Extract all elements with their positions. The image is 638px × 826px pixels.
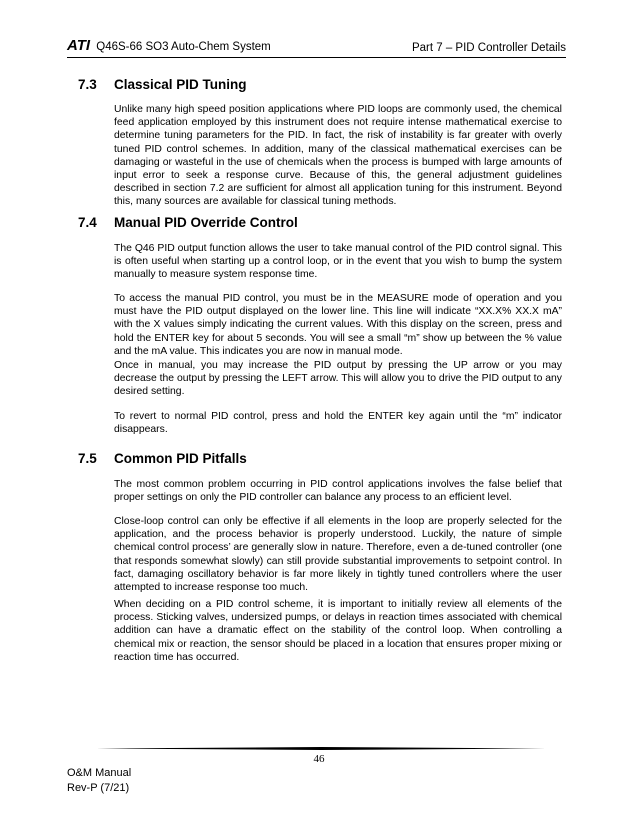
paragraph: Close-loop control can only be effective if all elements in the loop are properly selected for the application, and the process behavior is properly understood. Luckily, the nature of simple chemical control process’ are generally slow in nature. Therefore, even a de-tuned controller (one that responds somewhat slowly) can still provide substantial improvements to setpoint control. In fact, damaging oscillatory behavior is far more likely in tightly tuned controllers where the user attempted to increase response too much. — [114, 516, 562, 594]
paragraph: Once in manual, you may increase the PID output by pressing the UP arrow or you may decrease the output by pressing the LEFT arrow. This will allow you to drive the PID output to any desired setting. — [114, 360, 562, 398]
paragraph: The most common problem occurring in PID control applications involves the false belief that proper settings on only the PID controller can balance any process to an efficient level. — [114, 479, 562, 504]
section-title: Classical PID Tuning — [114, 77, 247, 92]
paragraph: The Q46 PID output function allows the user to take manual control of the PID control signal. This is often useful when starting up a control loop, or in the event that you wish to bump the system manually to measure system response time. — [114, 243, 562, 281]
section-title: Common PID Pitfalls — [114, 451, 247, 466]
paragraph: To revert to normal PID control, press and hold the ENTER key again until the “m” indicator disappears. — [114, 411, 562, 436]
section-heading-7-5 — [78, 451, 247, 466]
footer-rule — [96, 747, 546, 750]
paragraph: To access the manual PID control, you must be in the MEASURE mode of operation and you must have the PID output displayed on the lower line. This line will indicate “XX.X% XX.X mA” with the X values simply indicating the current values. With this display on the screen, press and hold the ENTER key for about 5 seconds. You will see a small “m” show up between the % value and the mA value. This indicates you are now in manual mode. — [114, 293, 562, 357]
section-number: 7.4 — [78, 215, 97, 230]
page-header — [67, 38, 566, 58]
section-number: 7.5 — [78, 451, 97, 466]
section-number: 7.3 — [78, 77, 97, 92]
paragraph: Unlike many high speed position applications where PID loops are commonly used, the chemical feed application employed by this instrument does not require intense mathematical exercise to determine tuning parameters for the PID. In fact, the risk of instability is far greater with overly tuned PID control schemes. In addition, many of the classical mathematical exercises can be damaging or wasteful in the use of chemicals when the process is bumped with large amounts of input error to seek a response curve. Because of this, the general adjustment guidelines described in section 7.2 are sufficient for almost all application tuning for this instrument. Beyond this, many sources are available for classical tuning methods. — [114, 104, 562, 208]
footer-left — [67, 766, 131, 796]
manual-label: O&M Manual — [67, 767, 132, 779]
paragraph: When deciding on a PID control scheme, it is important to initially review all elements of the process. Sticking valves, undersized pumps, or delays in reaction times associated with chemical addition can have a dramatic effect on the stability of the control loop. When controlling a chemical mix or reaction, the sensor should be placed in a location that ensures proper mixing or reaction time has occurred. — [114, 599, 562, 663]
product-name: Q46S-66 SO3 Auto-Chem System — [96, 41, 271, 53]
header-left — [67, 37, 271, 54]
page-number: 46 — [313, 753, 325, 765]
revision-label: Rev-P (7/21) — [67, 782, 130, 794]
section-heading-7-3 — [78, 77, 247, 92]
section-title: Manual PID Override Control — [114, 215, 298, 230]
part-title: Part 7 – PID Controller Details — [411, 42, 566, 54]
brand-logo: ATI — [67, 37, 91, 54]
section-heading-7-4 — [78, 215, 298, 230]
